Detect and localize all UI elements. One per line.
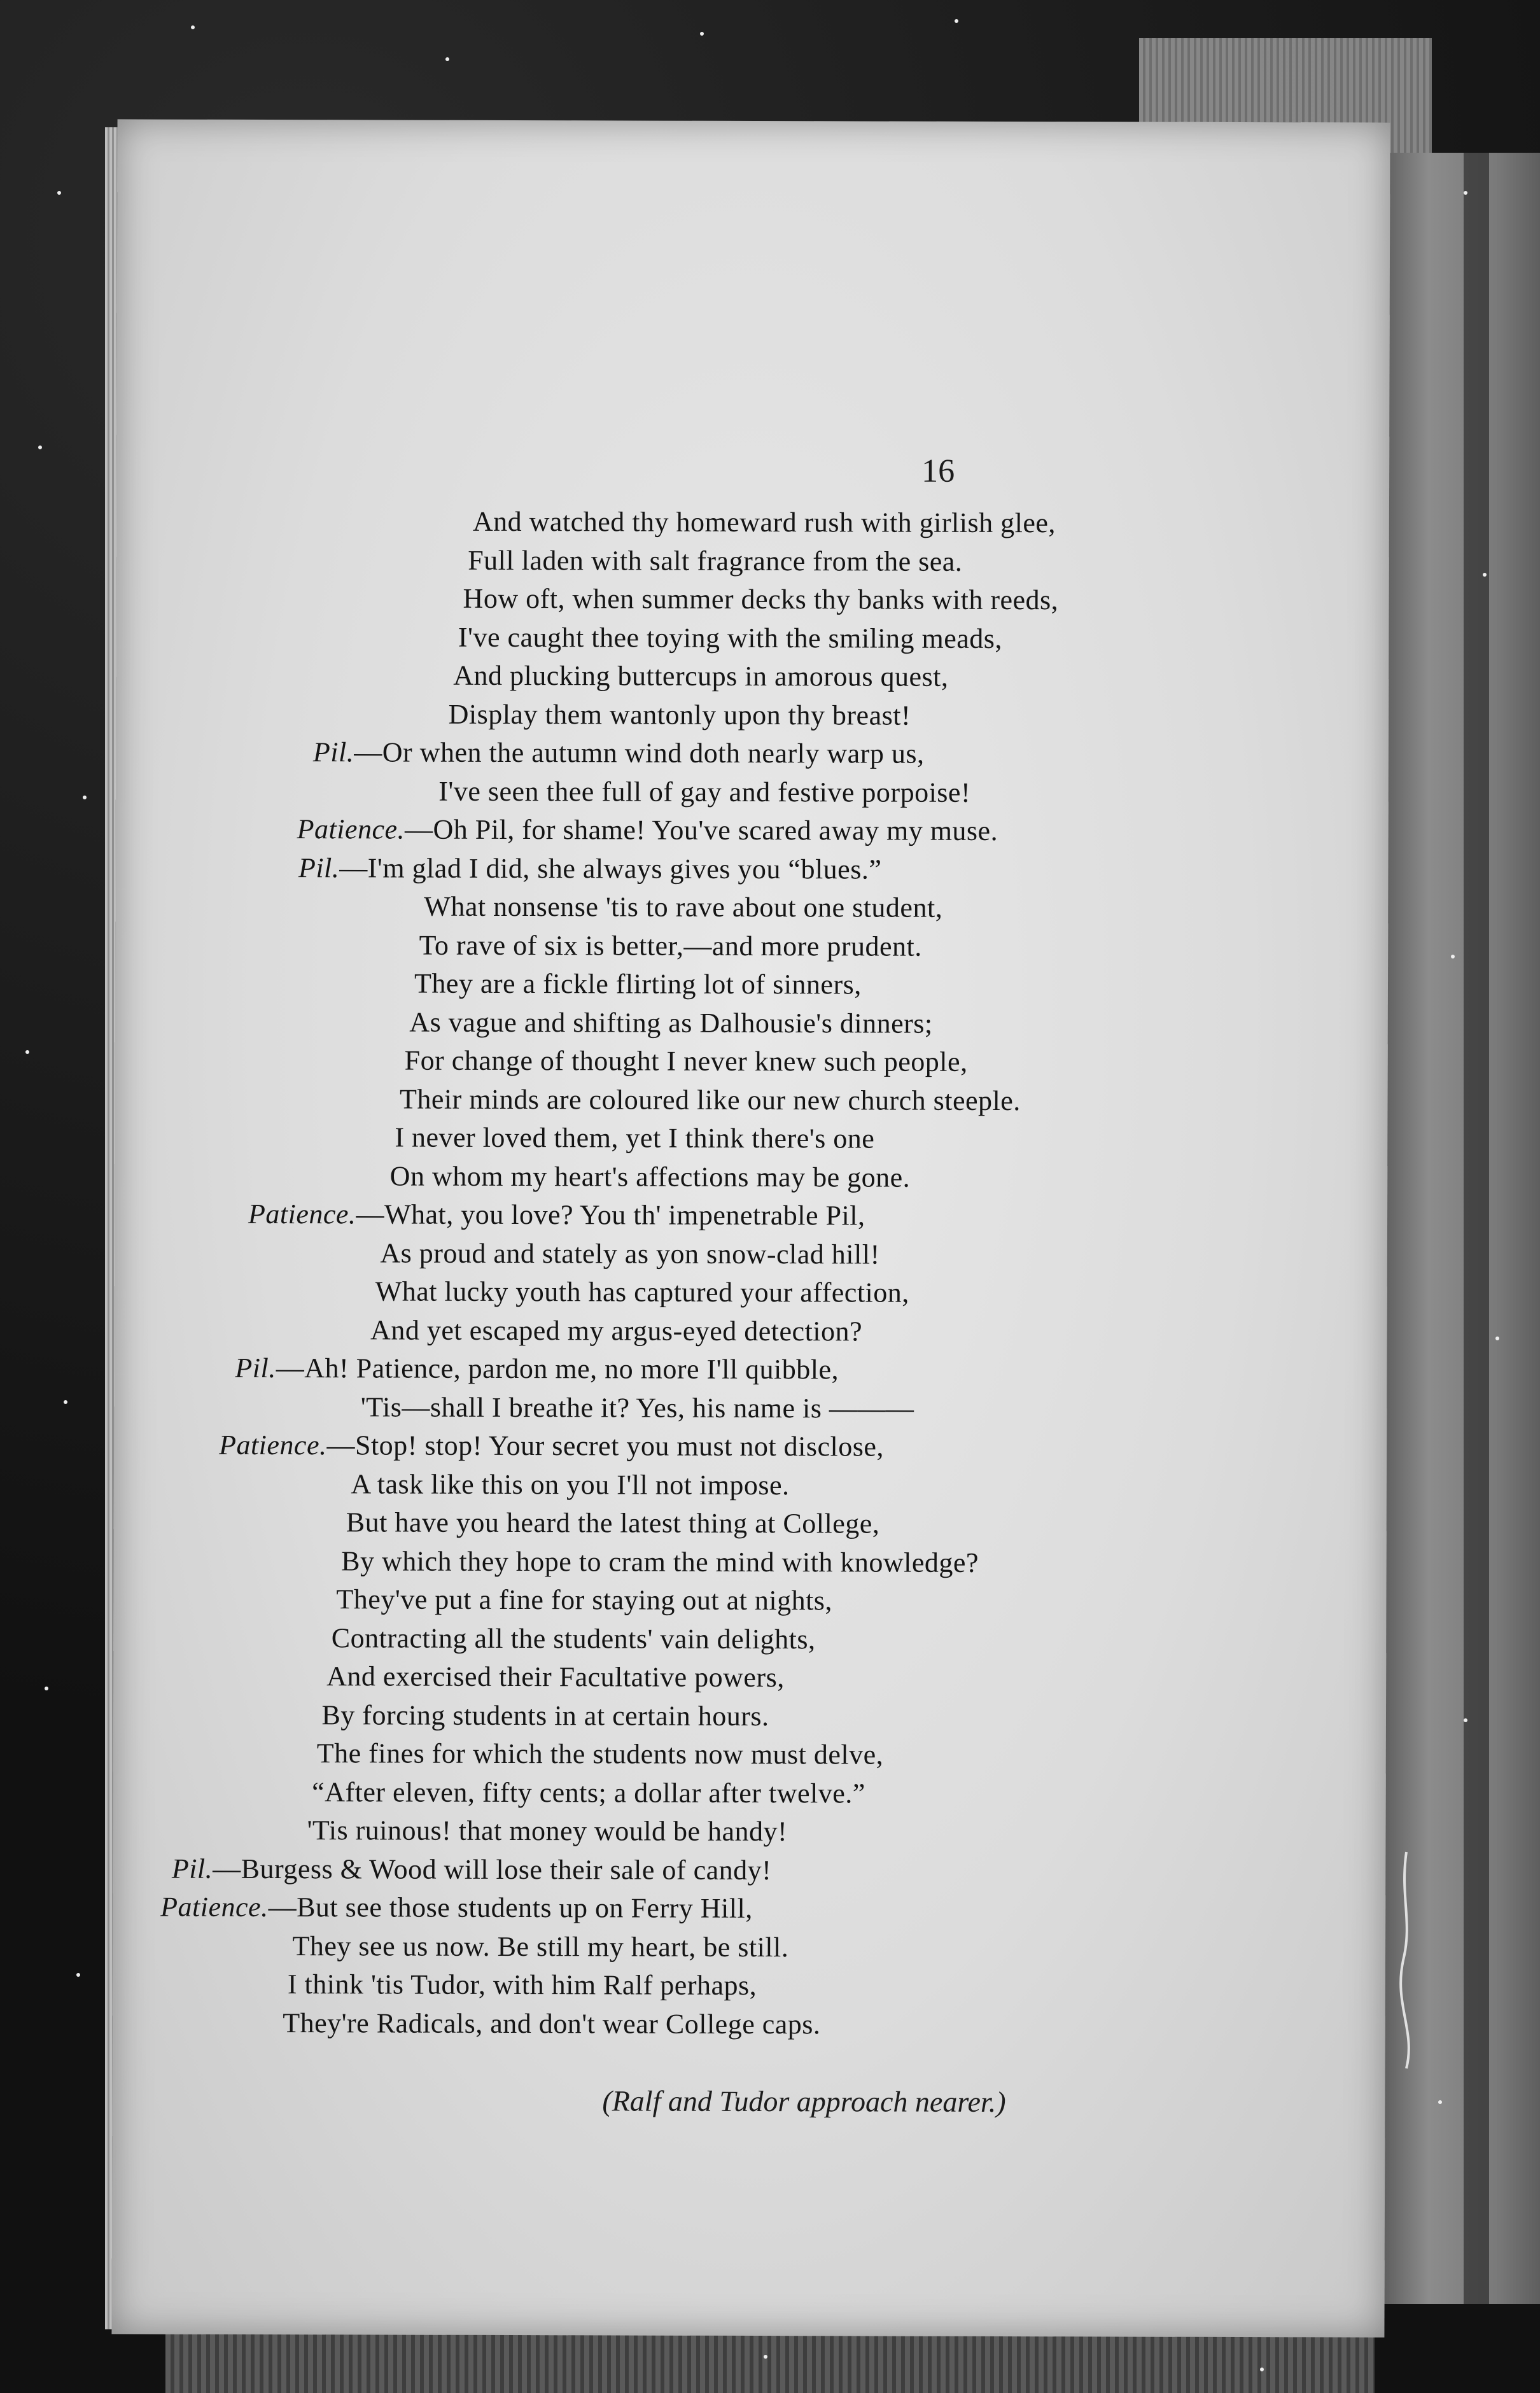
verse-text: —What, you love? You th' impenetrable Pil, bbox=[356, 1198, 865, 1232]
dust-speck bbox=[1438, 2100, 1442, 2104]
dust-speck bbox=[25, 1050, 29, 1054]
verse-text: And plucking buttercups in amorous quest, bbox=[453, 659, 949, 692]
verse-line bbox=[400, 1083, 1021, 1117]
verse-text: Display them wantonly upon thy breast! bbox=[448, 698, 911, 731]
adjacent-page-gutter bbox=[1464, 153, 1489, 2304]
verse-text: —I'm glad I did, she always gives you “blues.” bbox=[339, 852, 882, 885]
speaker-name: Pil. bbox=[235, 1352, 276, 1384]
dust-speck bbox=[955, 19, 958, 23]
verse-text: Their minds are coloured like our new church steeple. bbox=[399, 1083, 1021, 1116]
verse-text: They're Radicals, and don't wear College caps. bbox=[283, 2007, 821, 2040]
dust-speck bbox=[57, 191, 61, 195]
verse-line bbox=[468, 544, 962, 577]
verse-line bbox=[321, 1699, 769, 1732]
verse-text: And exercised their Facultative powers, bbox=[326, 1660, 785, 1694]
speaker-name: Pil. bbox=[298, 852, 340, 883]
speaker-name: Pil. bbox=[312, 736, 354, 768]
verse-line bbox=[370, 1314, 862, 1347]
verse-line bbox=[405, 1044, 968, 1078]
speaker-name: Patience. bbox=[248, 1198, 356, 1230]
speaker-name: Patience. bbox=[160, 1891, 269, 1923]
verse-text: —Stop! stop! Your secret you must not disclose, bbox=[326, 1429, 884, 1463]
verse-text: “After eleven, fifty cents; a dollar after twelve.” bbox=[312, 1776, 865, 1809]
verse-line bbox=[336, 1583, 832, 1617]
verse-line bbox=[307, 1814, 787, 1848]
speaker-name: Pil. bbox=[171, 1853, 213, 1884]
verse-line bbox=[248, 1198, 865, 1232]
verse-text: —Burgess & Wood will lose their sale of candy! bbox=[213, 1853, 772, 1886]
verse-text: For change of thought I never knew such people, bbox=[404, 1044, 968, 1077]
stage-direction: (Ralf and Tudor approach nearer.) bbox=[602, 2084, 1006, 2119]
verse-text: A task like this on you I'll not impose. bbox=[351, 1468, 790, 1501]
book-page bbox=[111, 119, 1390, 2337]
verse-text: I never loved them, yet I think there's one bbox=[395, 1121, 875, 1154]
verse-line bbox=[313, 736, 925, 770]
verse-text: —Oh Pil, for shame! You've scared away my muse. bbox=[404, 813, 998, 847]
dust-speck bbox=[64, 1400, 67, 1404]
verse-line bbox=[283, 2007, 820, 2040]
verse-line bbox=[346, 1506, 880, 1540]
verse-text: As proud and stately as yon snow-clad hill! bbox=[380, 1237, 880, 1270]
verse-text: By which they hope to cram the mind with knowledge? bbox=[341, 1545, 979, 1578]
verse-text: I've caught thee toying with the smiling meads, bbox=[458, 621, 1003, 654]
verse-text: —But see those students up on Ferry Hill, bbox=[268, 1891, 753, 1925]
verse-line bbox=[292, 1930, 788, 1963]
verse-text: How oft, when summer decks thy banks with reeds, bbox=[463, 582, 1059, 616]
verse-text: —Ah! Patience, pardon me, no more I'll quibble, bbox=[276, 1352, 839, 1386]
dust-speck bbox=[1260, 2368, 1264, 2371]
verse-text: 'Tis—shall I breathe it? Yes, his name is ——— bbox=[360, 1391, 914, 1424]
verse-text: By forcing students in at certain hours. bbox=[321, 1699, 769, 1732]
dust-speck bbox=[764, 2355, 767, 2359]
dust-speck bbox=[38, 446, 42, 449]
verse-text: What lucky youth has captured your affection, bbox=[375, 1275, 909, 1309]
verse-line bbox=[160, 1891, 753, 1925]
verse-line bbox=[380, 1237, 879, 1270]
verse-text: —Or when the autumn wind doth nearly warp us, bbox=[354, 736, 925, 769]
verse-text: And yet escaped my argus-eyed detection? bbox=[370, 1314, 863, 1347]
verse-line bbox=[375, 1275, 909, 1309]
dust-speck bbox=[700, 32, 704, 36]
verse-line bbox=[288, 1968, 757, 2002]
verse-line bbox=[458, 621, 1002, 654]
verse-line bbox=[449, 698, 911, 731]
verse-line bbox=[414, 967, 862, 1001]
dust-speck bbox=[76, 1973, 80, 1977]
verse-text: I've seen thee full of gay and festive porpoise! bbox=[438, 775, 971, 808]
verse-text: 'Tis ruinous! that money would be handy! bbox=[307, 1814, 788, 1848]
verse-line bbox=[409, 1006, 932, 1039]
verse-line bbox=[424, 890, 942, 924]
verse-line bbox=[298, 852, 882, 885]
verse-text: Full laden with salt fragrance from the sea. bbox=[468, 544, 963, 577]
verse-line bbox=[395, 1121, 874, 1155]
verse-text: The fines for which the students now must delve, bbox=[316, 1737, 884, 1771]
dust-speck bbox=[45, 1687, 48, 1690]
verse-line bbox=[453, 659, 948, 693]
verse-line bbox=[219, 1429, 884, 1463]
verse-text: And watched thy homeward rush with girlish glee, bbox=[472, 505, 1056, 539]
verse-text: What nonsense 'tis to rave about one student, bbox=[424, 890, 943, 923]
verse-text: But have you heard the latest thing at College, bbox=[346, 1506, 880, 1540]
verse-text: As vague and shifting as Dalhousie's dinners; bbox=[409, 1006, 933, 1039]
verse-line bbox=[361, 1391, 914, 1424]
verse-line bbox=[312, 1776, 865, 1809]
verse-line bbox=[172, 1852, 772, 1886]
verse-text: On whom my heart's affections may be gone. bbox=[389, 1160, 911, 1193]
verse-line bbox=[473, 505, 1056, 539]
verse-line bbox=[332, 1622, 816, 1655]
verse-line bbox=[419, 929, 922, 962]
verse-line bbox=[297, 813, 998, 847]
verse-text: They see us now. Be still my heart, be still. bbox=[292, 1930, 789, 1963]
verse-line bbox=[390, 1160, 911, 1193]
verse-line bbox=[463, 582, 1059, 616]
verse-line bbox=[351, 1468, 789, 1501]
verse-line bbox=[341, 1545, 979, 1579]
verse-text: I think 'tis Tudor, with him Ralf perhaps, bbox=[287, 1968, 757, 2002]
verse-line bbox=[235, 1352, 839, 1386]
dust-speck bbox=[1483, 573, 1487, 577]
verse-line bbox=[326, 1660, 785, 1694]
dust-speck bbox=[445, 57, 449, 61]
dust-speck bbox=[83, 796, 87, 799]
verse-text: Contracting all the students' vain delights, bbox=[331, 1622, 816, 1655]
verse-text: They've put a fine for staying out at nights, bbox=[336, 1583, 833, 1617]
verse-line bbox=[317, 1737, 884, 1771]
page-number: 16 bbox=[921, 453, 955, 489]
dust-speck bbox=[1451, 955, 1455, 958]
pencil-mark bbox=[1381, 1846, 1425, 2075]
verse-text: They are a fickle flirting lot of sinners, bbox=[414, 967, 862, 1000]
dust-speck bbox=[1464, 1718, 1467, 1722]
dust-speck bbox=[1495, 1337, 1499, 1340]
verse-text: To rave of six is better,—and more prudent. bbox=[419, 929, 922, 962]
dust-speck bbox=[191, 25, 195, 29]
speaker-name: Patience. bbox=[219, 1429, 327, 1461]
speaker-name: Patience. bbox=[297, 813, 405, 845]
verse-line bbox=[438, 775, 970, 808]
dust-speck bbox=[1464, 191, 1467, 195]
